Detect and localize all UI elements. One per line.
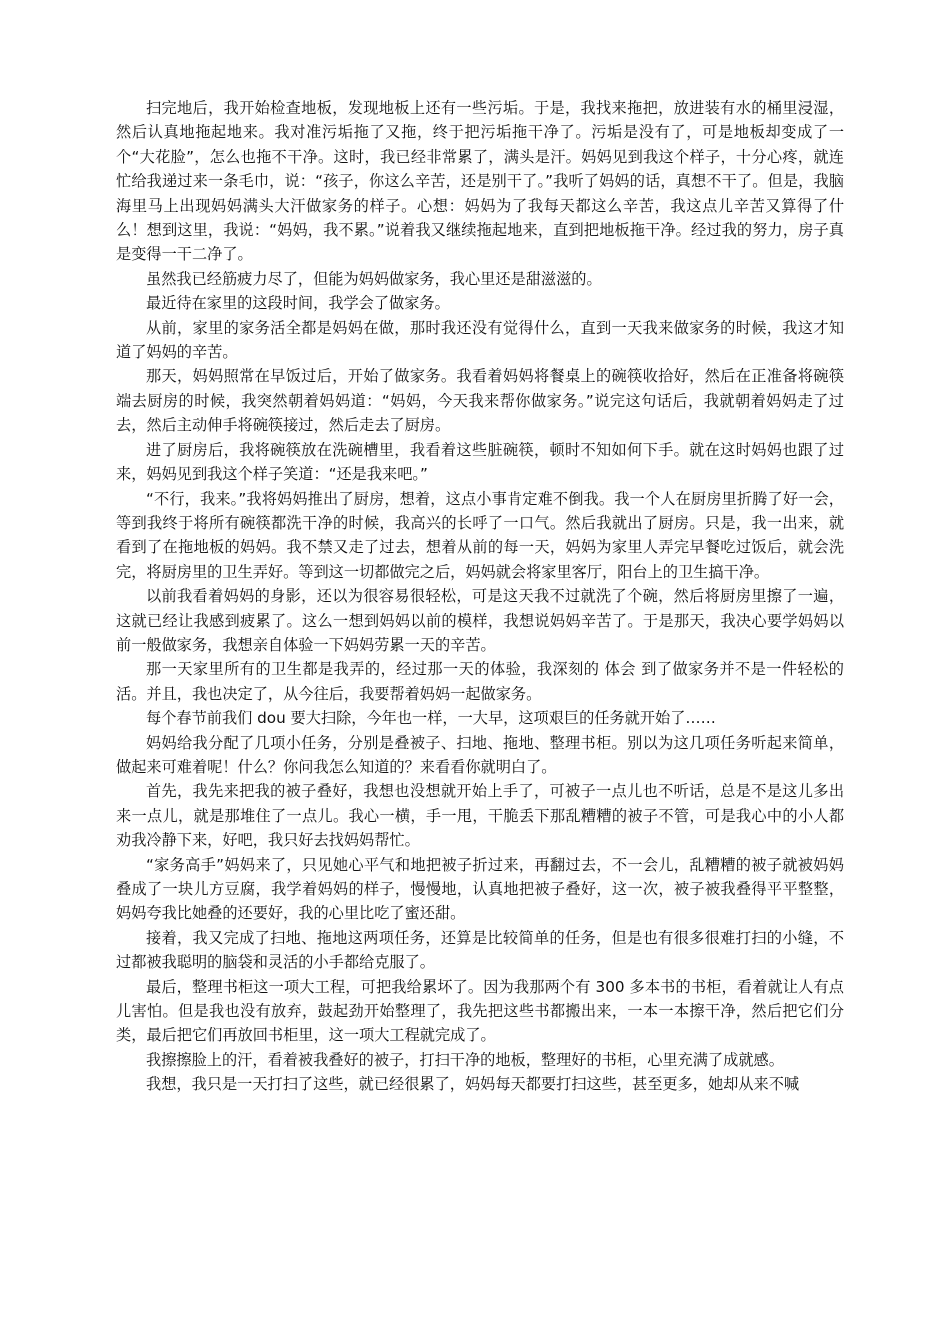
paragraph: 每个春节前我们 dou 要大扫除，今年也一样，一大早，这项艰巨的任务就开始了…… [146,709,716,728]
paragraph: 以前我看着妈妈的身影，还以为很容易很轻松，可是这天我不过就洗了个碗，然后将厨房里擦了一遍，这就已经让我感到疲累了。这么一想到妈妈以前的模样，我想说妈妈辛苦了。于是那天，我决心要学妈妈以前一般做家务，我想亲自体验一下妈妈劳累一天的辛苦。 [116,587,844,654]
paragraph: 扫完地后，我开始检查地板，发现地板上还有一些污垢。于是，我找来拖把，放进装有水的桶里浸湿，然后认真地拖起地来。我对准污垢拖了又拖，终于把污垢拖干净了。污垢是没有了，可是地板却变成了一个“大花脸”，怎么也拖不干净。这时，我已经非常累了，满头是汗。妈妈见到我这个样子，十分心疼，就连忙给我递过来一条毛巾，说：“孩子，你这么辛苦，还是别干了。”我听了妈妈的话，真想不干了。但是，我脑海里马上出现妈妈满头大汗做家务的样子。心想：妈妈为了我每天都这么辛苦，我这点儿辛苦又算得了什么！想到这里，我说：“妈妈，我不累。”说着我又继续拖起地来，直到把地板拖干净。经过我的努力，房子真是变得一干二净了。 [116,99,844,264]
paragraph: 从前，家里的家务活全都是妈妈在做，那时我还没有觉得什么，直到一天我来做家务的时候，我这才知道了妈妈的辛苦。 [116,318,844,362]
paragraph: 妈妈给我分配了几项小任务，分别是叠被子、扫地、拖地、整理书柜。别以为这几项任务听起来简单，做起来可难着呢！什么？你问我怎么知道的？来看看你就明白了。 [116,733,844,776]
paragraph: 我想，我只是一天打扫了这些，就已经很累了，妈妈每天都要打扫这些，甚至更多，她却从来不喊 [146,1075,800,1094]
paragraph: 那一天家里所有的卫生都是我弄的，经过那一天的体验，我深刻的 体会 到了做家务并不是一件轻松的活。并且，我也决定了，从今往后，我要帮着妈妈一起做家务。 [116,660,844,703]
paragraph: 最近待在家里的这段时间，我学会了做家务。 [146,294,450,313]
paragraph: 首先，我先来把我的被子叠好，我想也没想就开始上手了，可被子一点儿也不听话，总是不是这儿多出来一点儿，就是那堆住了一点儿。我心一横，手一甩，干脆丢下那乱糟糟的被子不管，可是我心中的小人都劝我冷静下来，好吧，我只好去找妈妈帮忙。 [116,782,844,850]
paragraph: 接着，我又完成了扫地、拖地这两项任务，还算是比较简单的任务，但是也有很多很难打扫的小缝，不过都被我聪明的脑袋和灵活的小手都给克服了。 [116,928,844,972]
paragraph: 虽然我已经筋疲力尽了，但能为妈妈做家务，我心里还是甜滋滋的。 [146,269,602,288]
essay-body [116,96,844,1097]
paragraph: 我擦擦脸上的汗，看着被我叠好的被子，打扫干净的地板，整理好的书柜，心里充满了成就感。 [146,1050,784,1069]
paragraph: 那天，妈妈照常在早饭过后，开始了做家务。我看着妈妈将餐桌上的碗筷收拾好，然后在正准备将碗筷端去厨房的时候，我突然朝着妈妈道：“妈妈，今天我来帮你做家务。”说完这句话后，我就朝着妈妈走了过去，然后主动伸手将碗筷接过，然后走去了厨房。 [116,367,844,435]
paragraph: “家务高手”妈妈来了，只见她心平气和地把被子折过来，再翻过去，不一会儿，乱糟糟的被子就被妈妈叠成了一块儿方豆腐，我学着妈妈的样子，慢慢地，认真地把被子叠好，这一次，被子被我叠得平平整整，妈妈夸我比她叠的还要好，我的心里比吃了蜜还甜。 [116,855,844,923]
paragraph: 进了厨房后，我将碗筷放在洗碗槽里，我看着这些脏碗筷，顿时不知如何下手。就在这时妈妈也跟了过来，妈妈见到我这个样子笑道：“还是我来吧。” [116,440,844,484]
paragraph: 最后，整理书柜这一项大工程，可把我给累坏了。因为我那两个有 300 多本书的书柜，看着就让人有点儿害怕。但是我也没有放弃，鼓起劲开始整理了，我先把这些书都搬出来，一本一本擦干净，然后把它们分类，最后把它们再放回书柜里，这一项大工程就完成了。 [116,977,844,1045]
paragraph: “不行，我来。”我将妈妈推出了厨房，想着，这点小事肯定难不倒我。我一个人在厨房里折腾了好一会，等到我终于将所有碗筷都洗干净的时候，我高兴的长呼了一口气。然后我就出了厨房。只是，我一出来，就看到了在拖地板的妈妈。我不禁又走了过去，想着从前的每一天，妈妈为家里人弄完早餐吃过饭后，就会洗完，将厨房里的卫生弄好。等到这一切都做完之后，妈妈就会将家里客厅，阳台上的卫生搞干净。 [116,489,844,581]
